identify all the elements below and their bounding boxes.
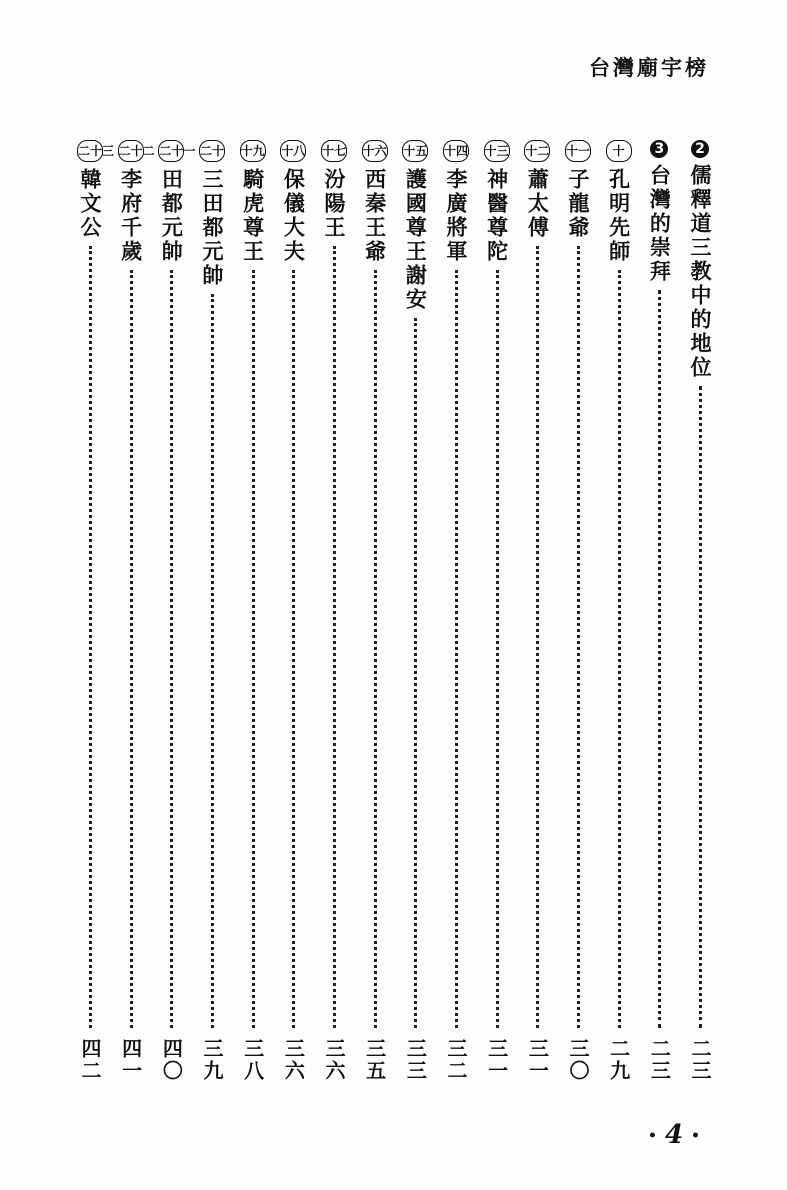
- toc-entry-page: 三一: [484, 1038, 509, 1082]
- toc-leader-dots: [211, 294, 214, 1028]
- folio-dot-left: •: [648, 1128, 657, 1144]
- toc-leader-dots: [414, 318, 417, 1028]
- toc-entry-title: [680, 140, 720, 380]
- toc-leader-dots: [455, 270, 458, 1028]
- toc-leader-dots: [252, 270, 255, 1028]
- toc-entry-page: 四二: [78, 1038, 102, 1082]
- toc-entry[interactable]: [314, 140, 354, 1100]
- toc-entry-marker: 十二: [524, 140, 550, 162]
- toc-leader-dots: [699, 386, 702, 1028]
- toc-entry-page: 三九: [200, 1038, 224, 1082]
- toc-entry-label: 李府千歲: [118, 168, 144, 264]
- running-head: 台灣廟宇榜: [589, 56, 709, 80]
- toc-entry-page: 三八: [240, 1038, 265, 1082]
- toc-entry[interactable]: [599, 140, 639, 1100]
- toc-entry-marker: 二十: [199, 140, 225, 162]
- toc-entry[interactable]: [395, 140, 435, 1100]
- toc-entry[interactable]: [151, 140, 196, 1100]
- toc-entry-marker: 二十三: [77, 140, 103, 162]
- toc-entry-label: 李廣將軍: [444, 168, 469, 264]
- toc-entry-title: [151, 140, 196, 264]
- toc-leader-dots: [333, 246, 336, 1028]
- toc-entry-page: 四一: [118, 1038, 143, 1082]
- toc-entry[interactable]: [355, 140, 395, 1100]
- toc-entry-marker: 2: [691, 140, 709, 158]
- toc-entry[interactable]: [436, 140, 476, 1100]
- toc-entry-title: [314, 140, 354, 240]
- toc-leader-dots: [618, 270, 621, 1028]
- toc-entry-title: [639, 140, 679, 284]
- toc-entry-marker: 二十二: [118, 140, 144, 162]
- toc-entry-page: 三二: [444, 1038, 468, 1082]
- toc-entry-title: [111, 140, 155, 264]
- toc-entry-title: [599, 140, 639, 264]
- toc-entry-marker: 十一: [565, 140, 591, 162]
- toc-entry-page: 三六: [322, 1038, 346, 1082]
- toc-entry-label: 蕭太傅: [525, 168, 551, 240]
- toc-leader-dots: [577, 246, 580, 1028]
- toc-entry[interactable]: [192, 140, 232, 1100]
- toc-entry-marker: 3: [650, 140, 668, 158]
- toc-entry-label: 子龍爺: [566, 168, 591, 240]
- toc-entry-marker: 十三: [484, 140, 510, 162]
- toc-entry-label: 孔明先師: [606, 168, 632, 264]
- toc-entry-label: 田都元帥: [159, 168, 185, 264]
- toc-entry-page: 三六: [281, 1038, 306, 1082]
- toc-entry-marker: 十九: [240, 140, 266, 162]
- toc-entry-title: [273, 140, 313, 264]
- toc-entry-label: 神醫尊陀: [484, 168, 510, 264]
- toc-entry[interactable]: [70, 140, 115, 1100]
- toc-entry-label: 護國尊王謝安: [403, 168, 429, 312]
- toc-entry-title: [355, 140, 395, 264]
- toc-entry-marker: 十七: [321, 140, 347, 162]
- toc-entry-title: [477, 140, 517, 264]
- table-of-contents: [70, 140, 720, 1100]
- toc-entry-page: 三〇: [566, 1038, 590, 1082]
- toc-entry-page: 二三: [688, 1038, 712, 1082]
- toc-entry-title: [517, 140, 557, 240]
- toc-leader-dots: [292, 270, 295, 1028]
- toc-entry-label: 台灣的崇拜: [647, 164, 673, 284]
- toc-entry-title: [558, 140, 598, 240]
- toc-leader-dots: [170, 270, 173, 1028]
- toc-entry[interactable]: [233, 140, 273, 1100]
- toc-entry-page: 三一: [525, 1038, 550, 1082]
- toc-entry-label: 西秦王爺: [362, 168, 388, 264]
- toc-entry-title: [233, 140, 273, 264]
- toc-entry-title: [436, 140, 476, 264]
- toc-entry-page: 二三: [647, 1038, 672, 1082]
- toc-entry-marker: 十五: [402, 140, 428, 162]
- toc-entry[interactable]: [639, 140, 679, 1100]
- toc-entry[interactable]: [517, 140, 557, 1100]
- toc-leader-dots: [374, 270, 377, 1028]
- toc-entry-marker: 十: [606, 140, 632, 162]
- toc-entry[interactable]: [558, 140, 598, 1100]
- toc-entry-label: 儒釋道三教中的地位: [688, 164, 713, 380]
- toc-entry-label: 保儀大夫: [281, 168, 307, 264]
- folio: [640, 1120, 708, 1150]
- page-number: 4: [664, 1120, 684, 1150]
- toc-entry-label: 騎虎尊王: [240, 168, 266, 264]
- toc-entry-page: 三五: [362, 1038, 387, 1082]
- toc-entry-marker: 十八: [280, 140, 306, 162]
- folio-dot-right: •: [691, 1128, 700, 1144]
- toc-leader-dots: [496, 270, 499, 1028]
- toc-leader-dots: [89, 246, 92, 1028]
- toc-entry-title: [70, 140, 115, 240]
- toc-leader-dots: [658, 290, 661, 1028]
- toc-entry[interactable]: [680, 140, 720, 1100]
- toc-entry-label: 三田都元帥: [200, 168, 225, 288]
- toc-entry[interactable]: [477, 140, 517, 1100]
- toc-entry-page: 二九: [606, 1038, 631, 1082]
- toc-leader-dots: [536, 246, 539, 1028]
- toc-entry-marker: 十四: [443, 140, 469, 162]
- toc-entry-marker: 二十一: [158, 140, 184, 162]
- toc-entry-title: [192, 140, 232, 288]
- toc-entry-page: 三三: [403, 1038, 428, 1082]
- toc-entry[interactable]: [111, 140, 155, 1100]
- toc-leader-dots: [130, 270, 133, 1028]
- toc-entry[interactable]: [273, 140, 313, 1100]
- toc-entry-marker: 十六: [362, 140, 388, 162]
- toc-entry-label: 韓文公: [78, 168, 103, 240]
- toc-entry-page: 四〇: [159, 1038, 184, 1082]
- toc-entry-title: [395, 140, 435, 312]
- toc-entry-label: 汾陽王: [322, 168, 347, 240]
